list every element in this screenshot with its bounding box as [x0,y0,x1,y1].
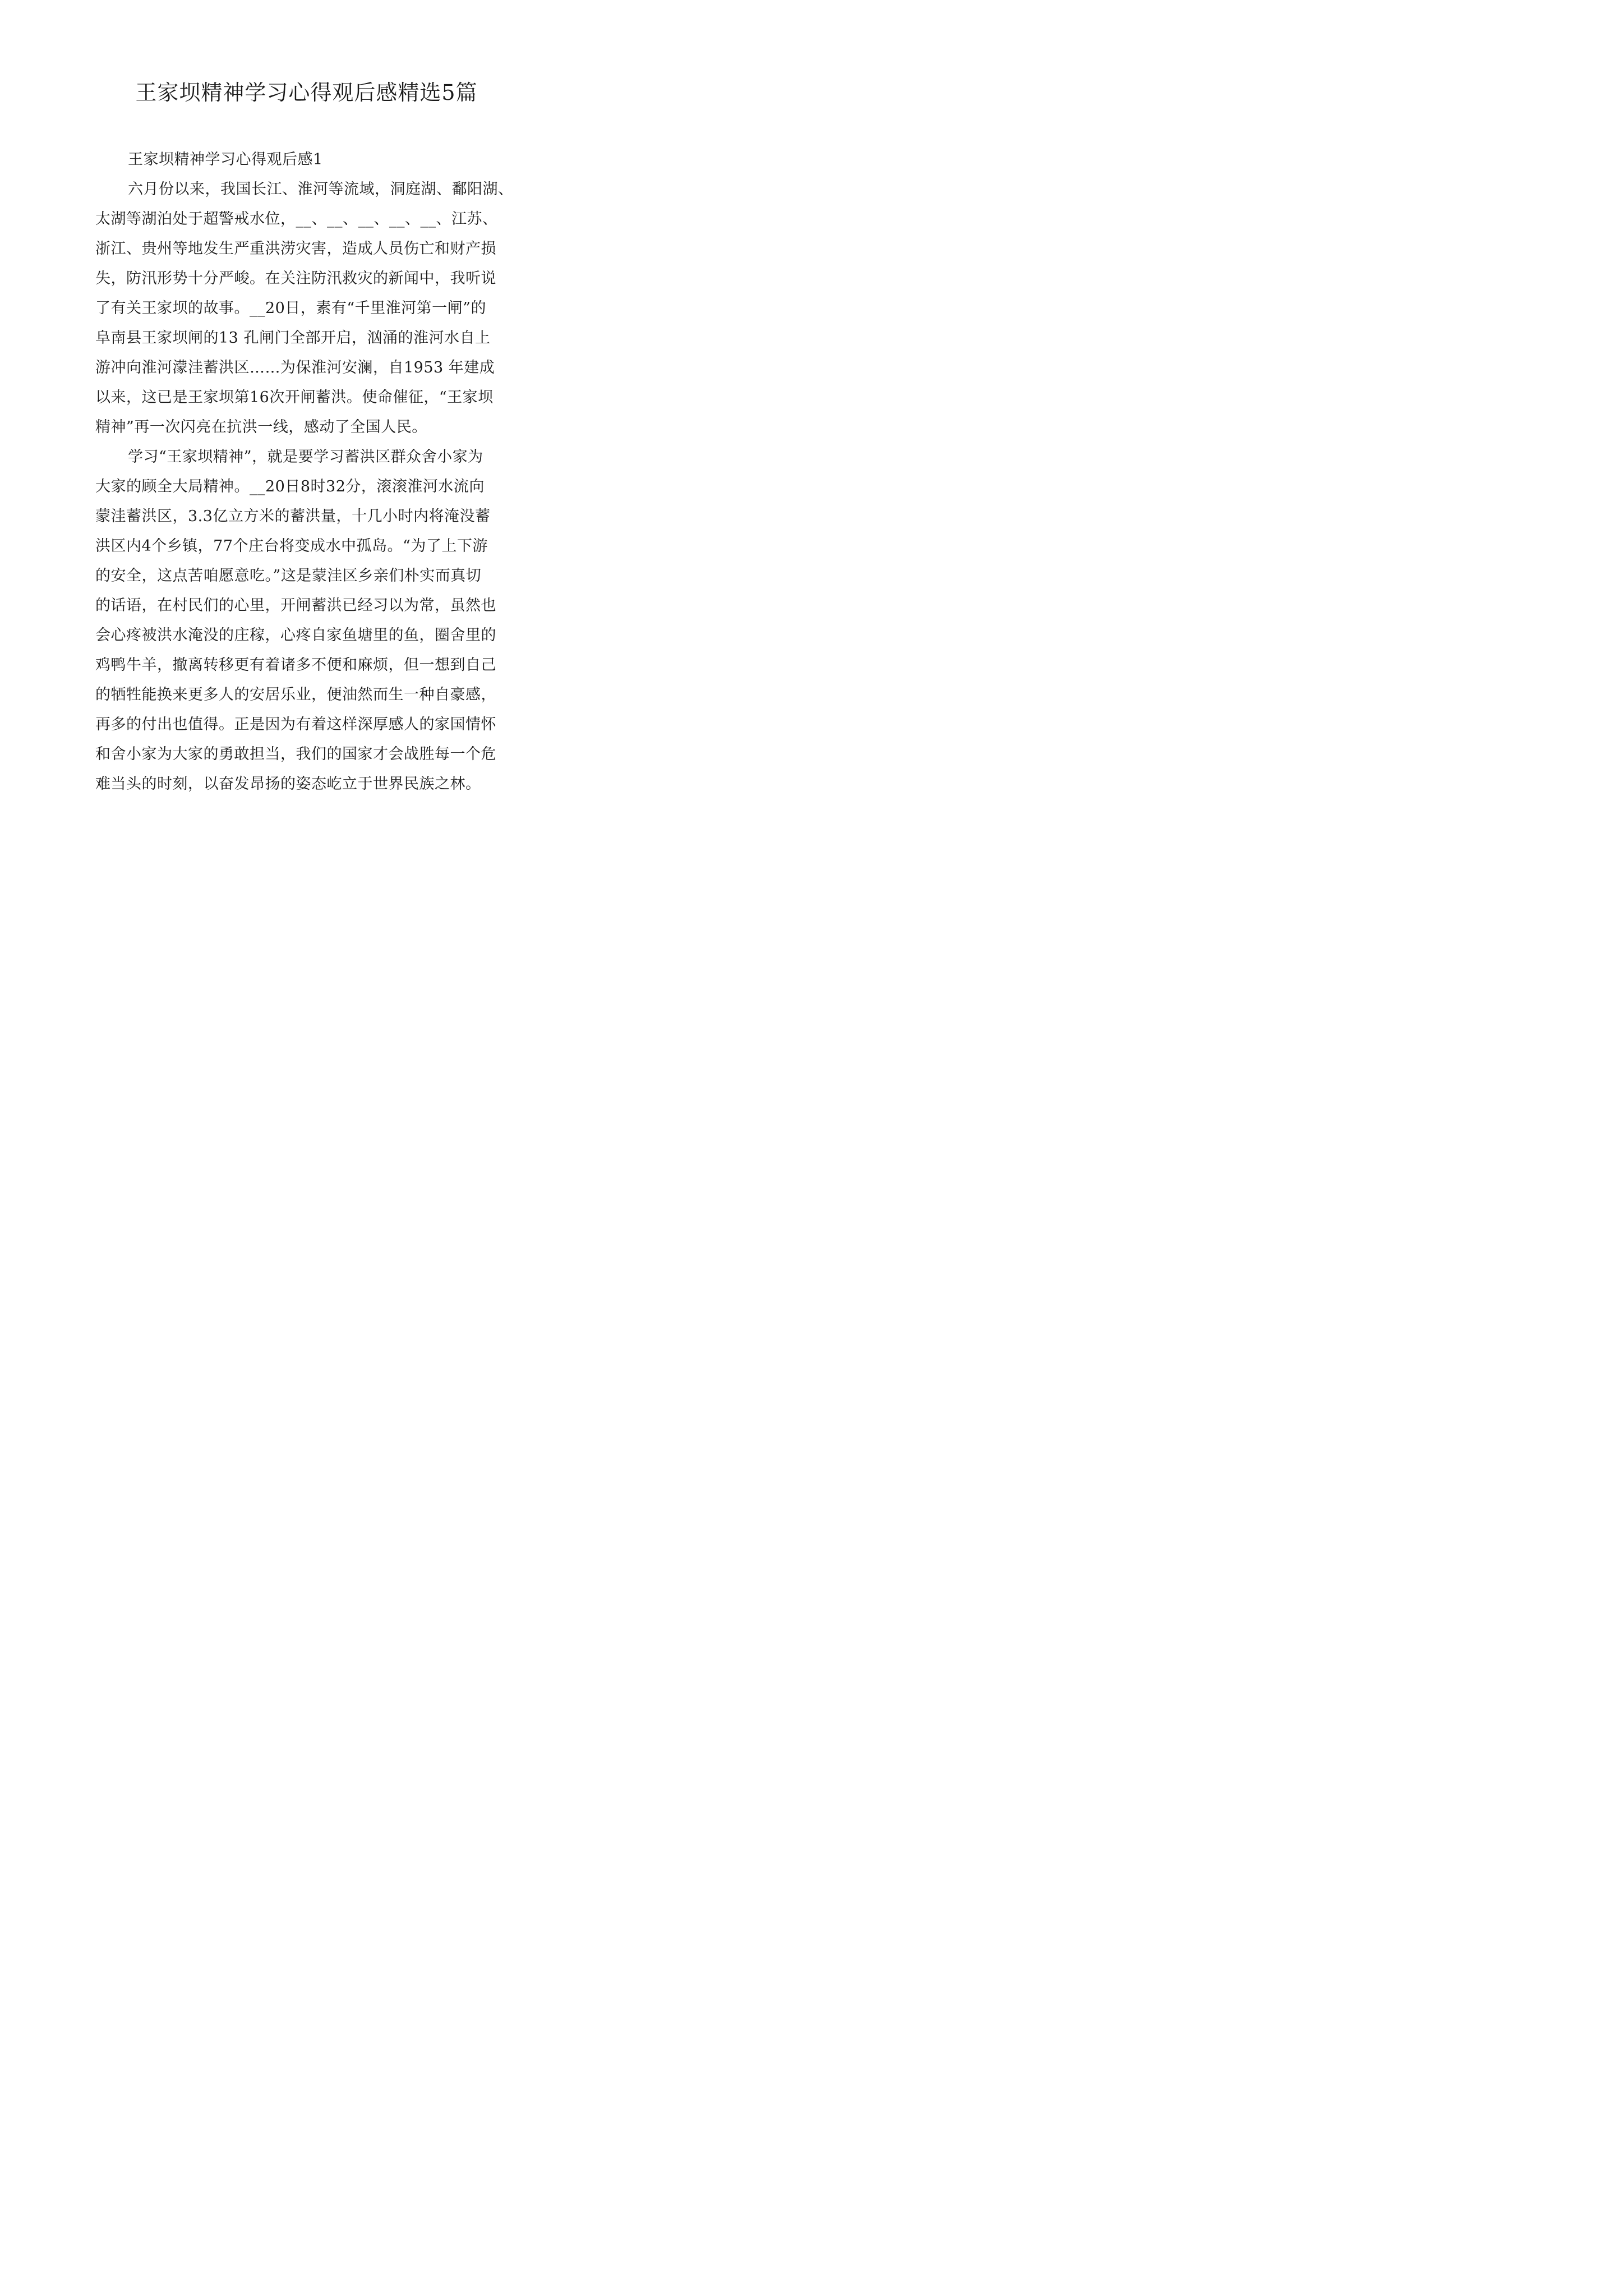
paragraph-line: 再多的付出也值得。正是因为有着这样深厚感人的家国情怀 [95,716,496,733]
paragraph-line: 蒙洼蓄洪区，3.3亿立方米的蓄洪量，十几小时内将淹没蓄 [95,508,491,525]
paragraph-line: 难当头的时刻，以奋发昂扬的姿态屹立于世界民族之林。 [95,775,481,793]
document-page [0,0,613,867]
paragraph-line: 浙江、贵州等地发生严重洪涝灾害，造成人员伤亡和财产损 [95,240,496,257]
paragraph-line: 王家坝精神学习心得观后感1 [128,151,323,168]
paragraph-line: 鸡鸭牛羊，撤离转移更有着诸多不便和麻烦，但一想到自己 [95,656,496,674]
paragraph-line: 大家的顾全大局精神。__20日8时32分，滚滚淮河水流向 [95,478,485,495]
paragraph [95,442,538,799]
paragraph-line: 太湖等湖泊处于超警戒水位，__、__、__、__、__、江苏、 [95,210,498,228]
section-heading [95,145,538,174]
paragraph-line: 六月份以来，我国长江、淮河等流域，洞庭湖、鄱阳湖、 [128,181,514,198]
paragraph-line: 的牺牲能换来更多人的安居乐业，便油然而生一种自豪感， [95,686,496,703]
paragraph-line: 以来，这已是王家坝第16次开闸蓄洪。使命催征，“王家坝 [95,389,494,406]
paragraph-line: 学习“王家坝精神”，就是要学习蓄洪区群众舍小家为 [128,448,483,466]
paragraph-line: 和舍小家为大家的勇敢担当，我们的国家才会战胜每一个危 [95,746,496,763]
document-title: 王家坝精神学习心得观后感精选5篇 [135,80,478,105]
document-body [95,145,538,799]
paragraph-line: 阜南县王家坝闸的13 孔闸门全部开启，汹涌的淮河水自上 [95,329,491,347]
paragraph-line: 精神”再一次闪亮在抗洪一线，感动了全国人民。 [95,418,427,436]
paragraph-line: 会心疼被洪水淹没的庄稼，心疼自家鱼塘里的鱼，圈舍里的 [95,627,496,644]
paragraph-line: 的安全，这点苦咱愿意吃。”这是蒙洼区乡亲们朴实而真切 [95,567,482,585]
paragraph-line: 了有关王家坝的故事。__20日，素有“千里淮河第一闸”的 [95,300,486,317]
paragraph-line: 游冲向淮河濛洼蓄洪区……为保淮河安澜，自1953 年建成 [95,359,495,376]
paragraph-line: 洪区内4个乡镇，77个庄台将变成水中孤岛。“为了上下游 [95,537,488,555]
paragraph [95,174,538,442]
paragraph-line: 的话语，在村民们的心里，开闸蓄洪已经习以为常，虽然也 [95,597,496,614]
paragraph-line: 失，防汛形势十分严峻。在关注防汛救灾的新闻中，我听说 [95,270,496,287]
